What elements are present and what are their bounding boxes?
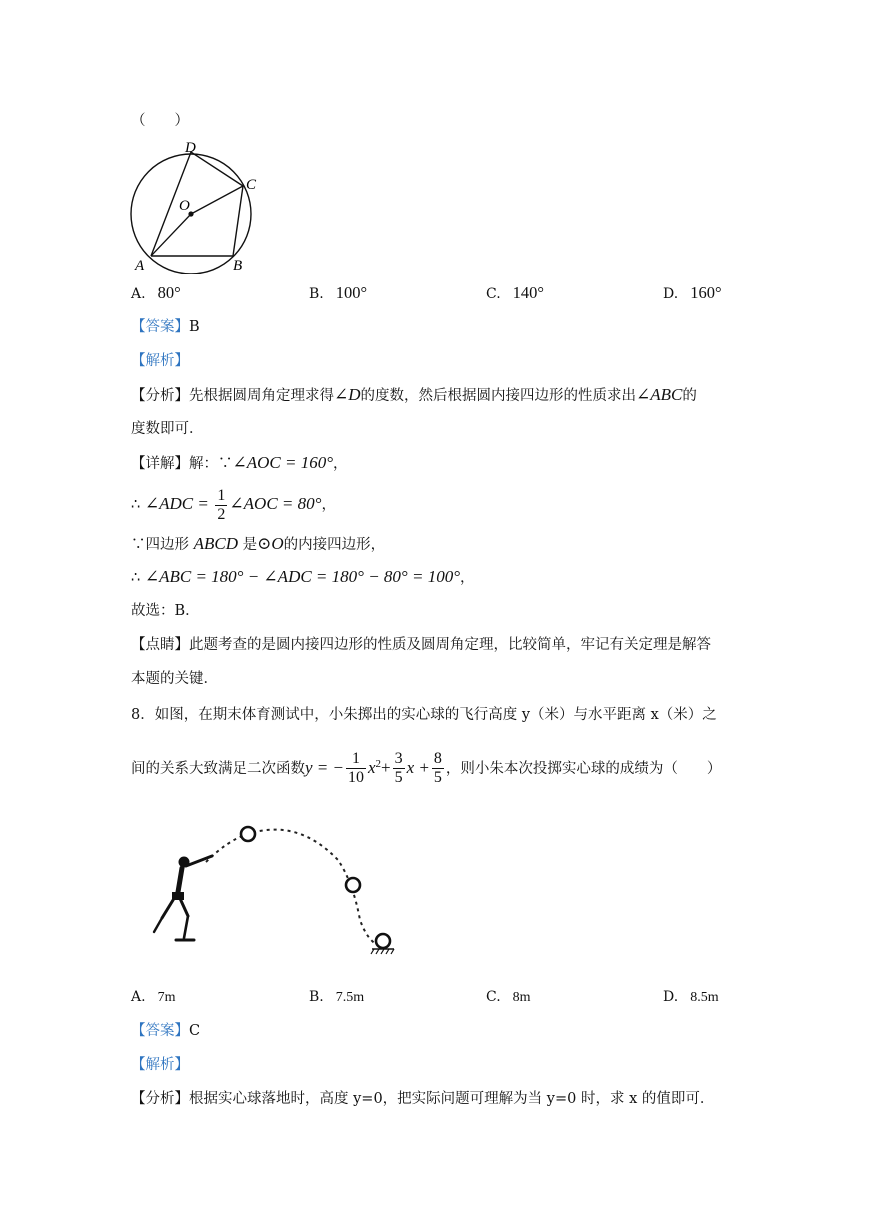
q7-dianjing-line1: 【点睛】此题考查的是圆内接四边形的性质及圆周角定理，比较简单，牢记有关定理是解答 bbox=[131, 637, 711, 653]
q7-detail-line1: 【详解】解：∵∠AOC = 160°， bbox=[131, 453, 348, 472]
q7-dianjing-line2: 本题的关键． bbox=[131, 671, 218, 687]
q7-detail-line3: ∵四边形 ABCD 是⊙O的内接四边形， bbox=[131, 534, 386, 553]
ball-2 bbox=[346, 878, 360, 892]
label-c: C bbox=[246, 177, 257, 193]
q7-detail-line2: ∴ ∠ADC = $\frac{1}{2}$ ∠AOC = 80°， bbox=[131, 486, 336, 523]
label-d: D bbox=[185, 140, 196, 156]
circle-quadrilateral-figure bbox=[125, 138, 265, 274]
segment-ao bbox=[151, 214, 191, 256]
fraction-8-5: $\frac{8}{5}$ bbox=[433, 750, 442, 787]
ball-3 bbox=[376, 934, 390, 948]
q8-option-d: D. 8.5m bbox=[663, 989, 719, 1005]
label-a: A bbox=[135, 258, 145, 274]
q7-option-d: D. 160° bbox=[663, 283, 722, 302]
q7-answer: 【答案】B bbox=[131, 319, 200, 335]
q7-fenxi-line1: 【分析】先根据圆周角定理求得∠D的度数，然后根据圆内接四边形的性质求出∠ABC的 bbox=[131, 385, 697, 404]
q7-option-b: B. 100° bbox=[309, 283, 368, 302]
shot-put-trajectory-figure bbox=[148, 820, 398, 960]
q8-option-c: C. 8m bbox=[486, 989, 531, 1005]
segment-oc bbox=[191, 186, 243, 214]
q8-stem-line2: 间的关系大致满足二次函数y = − $\frac{1}{10}$ $x^2+$ $\frac{3}{5}$ x + $\frac{8}{5}$ ，则小朱本次投掷实心球的成绩为（ ） bbox=[131, 750, 722, 787]
q7-option-a: A. 80° bbox=[131, 283, 181, 302]
q7-analysis-heading: 【解析】 bbox=[131, 353, 189, 369]
q8-stem-line1: 8．如图，在期末体育测试中，小朱掷出的实心球的飞行高度 y（米）与水平距离 x（米）之 bbox=[131, 707, 717, 723]
q7-choose: 故选：B． bbox=[131, 603, 200, 619]
q8-fenxi: 【分析】根据实心球落地时，高度 y=0，把实际问题可理解为当 y=0 时，求 x 的值即可． bbox=[131, 1091, 715, 1107]
q7-fenxi-line2: 度数即可． bbox=[131, 421, 204, 437]
ball-1 bbox=[241, 827, 255, 841]
fraction-1-10: $\frac{1}{10}$ bbox=[348, 750, 364, 787]
athlete-figure bbox=[154, 856, 212, 940]
q8-option-a: A. 7m bbox=[131, 989, 176, 1005]
q7-detail-line4: ∴ ∠ABC = 180° − ∠ADC = 180° − 80° = 100°， bbox=[131, 567, 475, 586]
q7-answer-paren: （ ） bbox=[131, 113, 189, 129]
q7-option-c: C. 140° bbox=[486, 283, 545, 302]
q8-answer: 【答案】C bbox=[131, 1023, 201, 1039]
q8-analysis-heading: 【解析】 bbox=[131, 1057, 189, 1073]
q8-option-b: B. 7.5m bbox=[309, 989, 365, 1005]
fraction-3-5: $\frac{3}{5}$ bbox=[394, 750, 403, 787]
label-b: B bbox=[233, 258, 243, 274]
fraction-half: $\frac{1}{2}$ bbox=[217, 486, 226, 523]
label-o: O bbox=[179, 198, 190, 214]
